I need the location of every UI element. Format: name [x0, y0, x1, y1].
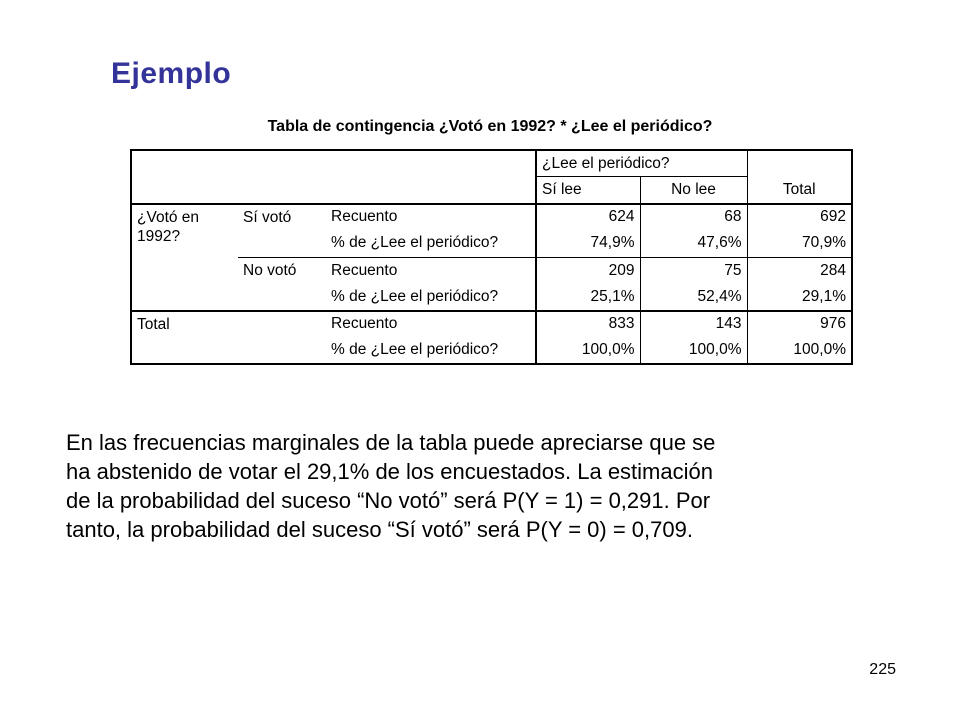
paragraph-line: En las frecuencias marginales de la tabla puede apreciarse que se [66, 430, 716, 455]
cell-value: 47,6% [640, 230, 747, 257]
cell-value: 75 [640, 257, 747, 284]
slide-title: Ejemplo [111, 57, 232, 90]
cell-value: 74,9% [536, 230, 640, 257]
cell-value: 976 [747, 311, 852, 338]
stat-label: % de ¿Lee el periódico? [331, 341, 499, 359]
stat-label: % de ¿Lee el periódico? [326, 284, 536, 311]
header-row-1 [131, 150, 852, 177]
column-group-header: ¿Lee el periódico? [536, 150, 747, 177]
stat-label: Recuento [331, 208, 398, 226]
cell-value: 209 [536, 257, 640, 284]
paragraph-line: tanto, la probabilidad del suceso “Sí votó” será P(Y = 0) = 0,709. [66, 517, 693, 542]
cell-value: 833 [536, 311, 640, 338]
stat-label: Recuento [331, 315, 398, 333]
cell-value: 52,4% [640, 284, 747, 311]
row-variable-label: ¿Votó en 1992? [131, 204, 238, 311]
column-header-si-lee: Sí lee [536, 177, 640, 204]
contingency-table [130, 149, 853, 365]
paragraph-line: de la probabilidad del suceso “No votó” será P(Y = 1) = 0,291. Por [66, 488, 711, 513]
cell-value: 284 [747, 257, 852, 284]
cell-value: 29,1% [747, 284, 852, 311]
header-corner [131, 150, 536, 204]
cell-value: 68 [640, 204, 747, 231]
page-number: 225 [869, 661, 896, 678]
explanation-paragraph [66, 428, 886, 544]
table-row [131, 257, 852, 284]
table-row [131, 311, 852, 338]
total-row-label: Total [137, 315, 170, 333]
column-header-total: Total [747, 150, 852, 204]
cell-value: 70,9% [747, 230, 852, 257]
group-label-si-voto: Sí votó [238, 204, 326, 258]
stat-label: Recuento [331, 261, 398, 279]
table-row [131, 204, 852, 231]
cell-value: 692 [747, 204, 852, 231]
paragraph-line: ha abstenido de votar el 29,1% de los encuestados. La estimación [66, 459, 713, 484]
cell-value: 25,1% [536, 284, 640, 311]
cell-value: 624 [536, 204, 640, 231]
cell-value: 100,0% [536, 337, 640, 364]
cell-value: 143 [640, 311, 747, 338]
cell-value: 100,0% [640, 337, 747, 364]
table-caption: Tabla de contingencia ¿Votó en 1992? * ¿Lee el periódico? [267, 118, 713, 135]
cell-value: 100,0% [747, 337, 852, 364]
group-label-no-voto: No votó [238, 257, 326, 311]
stat-label: % de ¿Lee el periódico? [326, 230, 536, 257]
column-header-no-lee: No lee [640, 177, 747, 204]
